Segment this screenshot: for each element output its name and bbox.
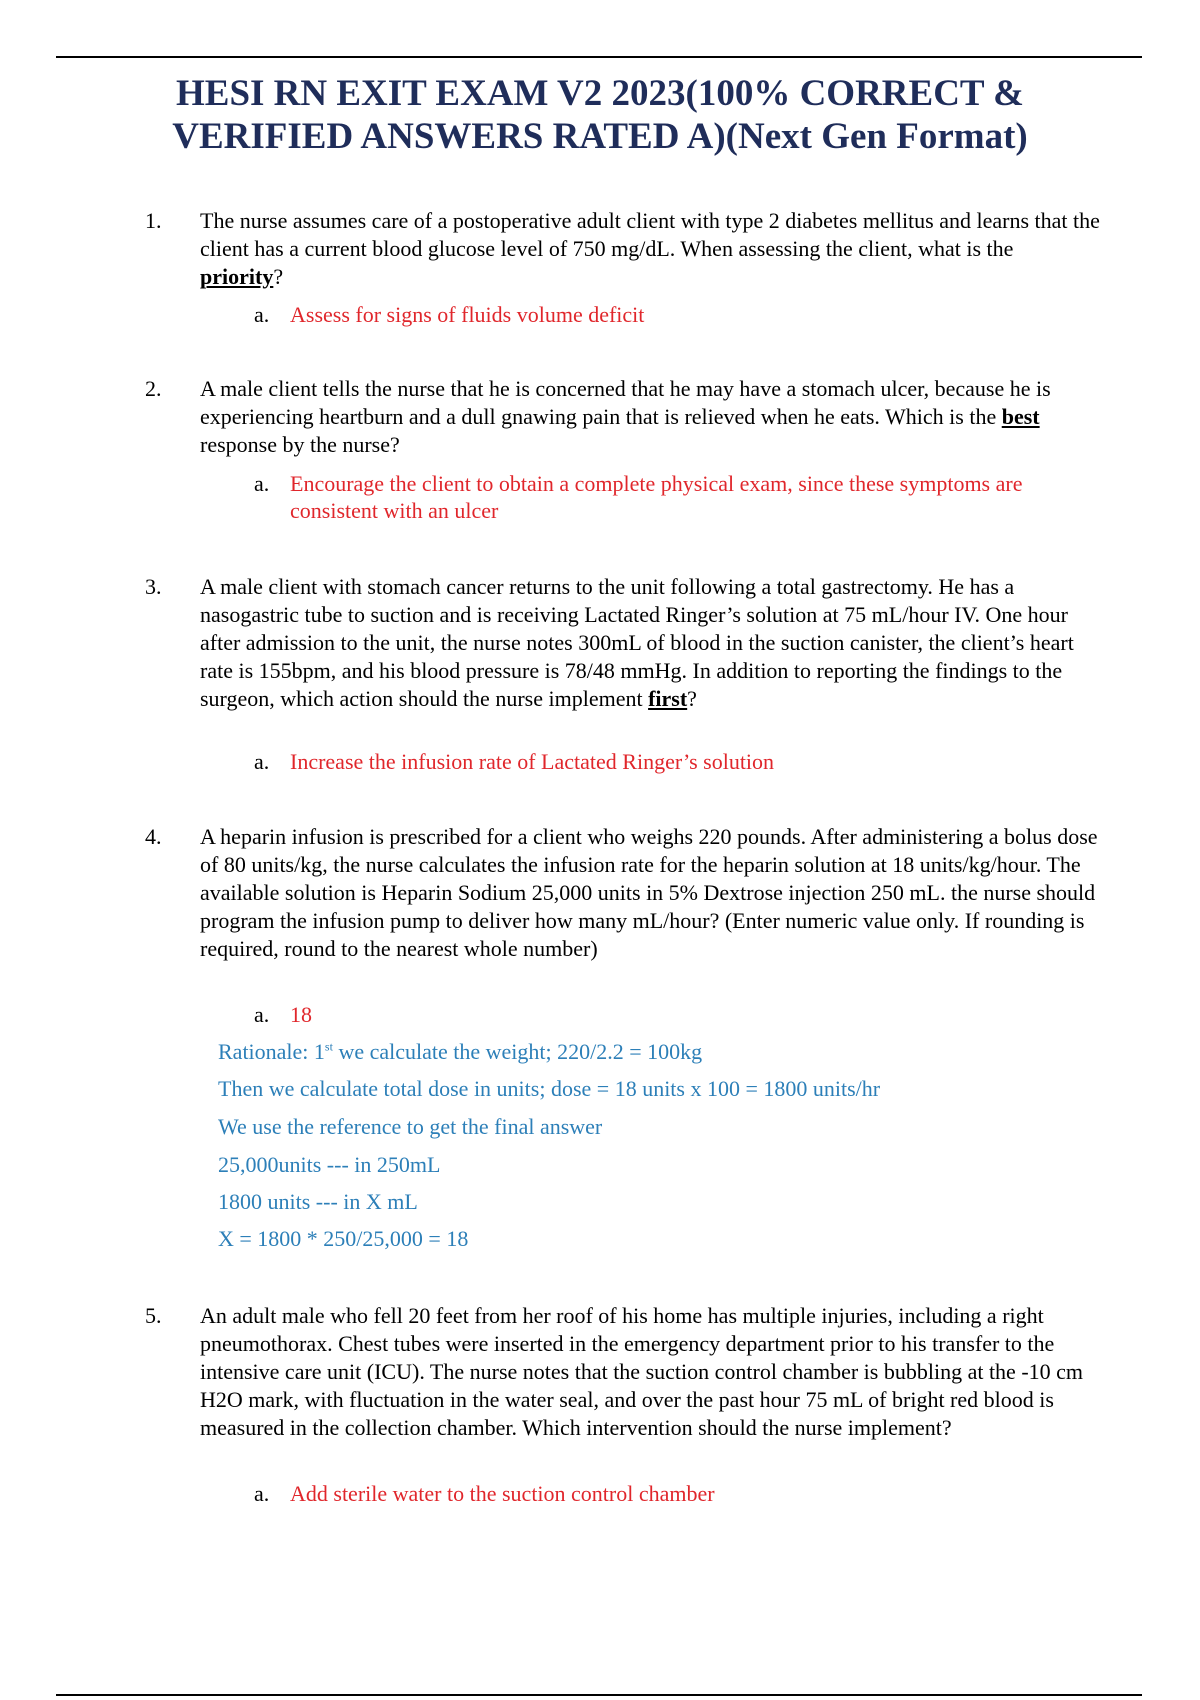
answer-letter: a. — [254, 302, 270, 327]
title-line-2: VERIFIED ANSWERS RATED A)(Next Gen Format) — [172, 116, 1028, 157]
rationale-line-2: Then we calculate total dose in units; dose = 18 units x 100 = 1800 units/hr — [218, 1076, 881, 1101]
question-text: An adult male who fell 20 feet from her roof of his home has multiple injuries, including a right pneumothorax. Chest tubes were inserted in the emergency department prior to his transfer to the intensive care unit (ICU). The nurse notes that the suction control chamber is bubbling at the -10 cm H2O mark, with fluctuation in the water seal, and over the past hour 75 mL of bright red blood is measured in the collection chamber. Which intervention should the nurse implement? — [200, 1303, 1084, 1440]
rationale-line-4: 25,000units --- in 250mL — [218, 1152, 441, 1177]
question-number: 3. — [145, 574, 162, 599]
answer-text: Add sterile water to the suction control chamber — [290, 1481, 715, 1506]
answer-text: Increase the infusion rate of Lactated Ringer’s solution — [290, 749, 775, 774]
question-number: 5. — [145, 1303, 162, 1328]
question-number: 1. — [145, 208, 162, 233]
answer-letter: a. — [254, 471, 270, 496]
title-line-1: HESI RN EXIT EXAM V2 2023(100% CORRECT & — [175, 73, 1025, 114]
answer-letter: a. — [254, 1481, 270, 1506]
question-text: A male client with stomach cancer returns to the unit following a total gastrectomy. He has a nasogastric tube to suction and is receiving Lactated Ringer’s solution at 75 mL/hour IV. One hour after admission to the unit, the nurse notes 300mL of blood in the suction canister, the client’s heart rate is 155bpm, and his blood pressure is 78/48 mmHg. In addition to reporting the findings to the surgeon, which action should the nurse implement first? — [200, 574, 1074, 711]
emphasis-word: best — [1001, 404, 1040, 429]
question-number: 2. — [145, 376, 162, 401]
rationale-line-5: 1800 units --- in X mL — [218, 1189, 418, 1214]
emphasis-word: first — [648, 686, 688, 711]
question-number: 4. — [145, 824, 162, 849]
answer-letter: a. — [254, 1002, 270, 1027]
answer-letter: a. — [254, 749, 270, 774]
question-text: A male client tells the nurse that he is concerned that he may have a stomach ulcer, because he is experiencing heartburn and a dull gnawing pain that is relieved when he eats. Which is the best response by the nurse? — [200, 376, 1051, 457]
question-text: A heparin infusion is prescribed for a client who weighs 220 pounds. After administering a bolus dose of 80 units/kg, the nurse calculates the infusion rate for the heparin solution at 18 units/kg/hour. The available solution is Heparin Sodium 25,000 units in 5% Dextrose injection 250 mL. the nurse should program the infusion pump to deliver how many mL/hour? (Enter numeric value only. If rounding is required, round to the nearest whole number) — [200, 824, 1098, 961]
answer-text: Encourage the client to obtain a complete physical exam, since these symptoms are consistent with an ulcer — [290, 471, 1023, 523]
bottom-rule — [56, 1694, 1142, 1696]
rationale-line-6: X = 1800 * 250/25,000 = 18 — [218, 1226, 469, 1251]
emphasis-word: priority — [200, 264, 274, 289]
top-rule — [56, 56, 1142, 58]
answer-text: Assess for signs of fluids volume deficit — [290, 302, 645, 327]
rationale-line-3: We use the reference to get the final answer — [218, 1114, 603, 1139]
rationale-line-1: Rationale: 1st we calculate the weight; 220/2.2 = 100kg — [218, 1039, 703, 1064]
answer-text: 18 — [290, 1002, 312, 1027]
document-title — [60, 72, 1140, 158]
question-text: The nurse assumes care of a postoperative adult client with type 2 diabetes mellitus and learns that the client has a current blood glucose level of 750 mg/dL. When assessing the client, what is the priority? — [200, 208, 1100, 289]
